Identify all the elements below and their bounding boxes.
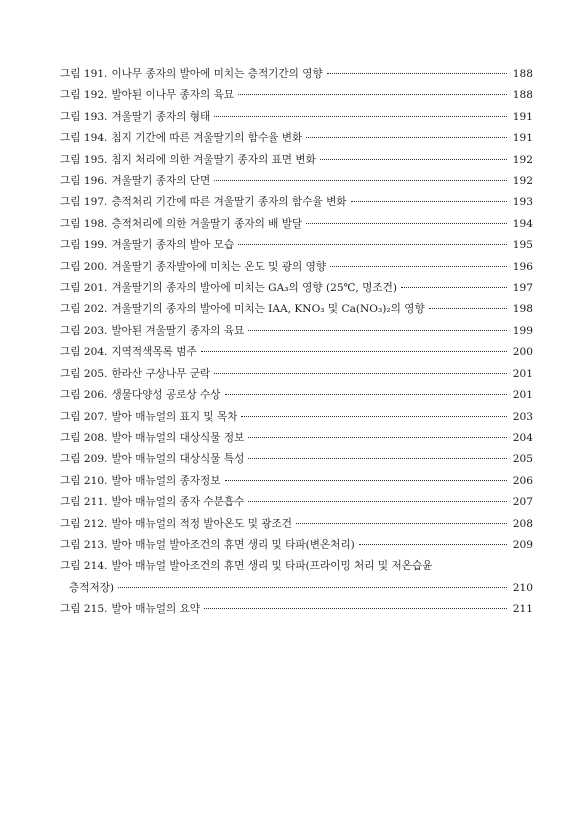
figure-label: 그림 193. <box>60 110 108 123</box>
figure-label: 그림 211. <box>60 496 108 509</box>
figure-title: 발아 매뉴얼의 적정 발아온도 및 광조건 <box>111 517 293 530</box>
toc-entry <box>60 235 533 256</box>
toc-entry <box>60 321 533 342</box>
page-number: 188 <box>512 89 533 102</box>
figure-title: 발아 매뉴얼 발아조건의 휴면 생리 및 타파(프라이밍 처리 및 저온습윤 <box>111 560 433 573</box>
page-number: 192 <box>512 175 533 188</box>
figure-label: 그림 199. <box>60 239 108 252</box>
figure-title: 발아된 겨울딸기 종자의 육묘 <box>111 324 245 337</box>
figure-label: 그림 192. <box>60 89 108 102</box>
figure-label: 그림 201. <box>60 282 108 295</box>
figure-title: 지역적색목록 범주 <box>111 346 197 359</box>
page-number: 200 <box>512 346 533 359</box>
toc-entry <box>60 278 533 299</box>
figure-title: 침지 기간에 따른 겨울딸기의 함수율 변화 <box>111 132 303 145</box>
figure-label: 그림 205. <box>60 367 108 380</box>
figure-label: 그림 207. <box>60 410 108 423</box>
toc-entry <box>60 192 533 213</box>
figure-label: 그림 202. <box>60 303 108 316</box>
toc-entry <box>60 107 533 128</box>
leader-dots <box>238 244 507 245</box>
leader-dots <box>201 351 507 352</box>
figure-title: 발아 매뉴얼의 요약 <box>111 603 201 616</box>
toc-entry <box>60 299 533 320</box>
leader-dots <box>248 437 507 438</box>
toc-entry <box>60 128 533 149</box>
figure-title: 겨울딸기 종자의 발아 모습 <box>111 239 235 252</box>
figure-label: 그림 210. <box>60 474 108 487</box>
figure-label: 그림 208. <box>60 431 108 444</box>
figure-label: 그림 212. <box>60 517 108 530</box>
figure-title: 겨울딸기의 종자의 발아에 미치는 GA₃의 영향 (25℃, 명조건) <box>111 282 398 295</box>
figure-title: 층적처리 기간에 따른 겨울딸기 종자의 함수율 변화 <box>111 196 347 209</box>
toc-entry <box>60 85 533 106</box>
figure-title: 겨울딸기 종자의 형태 <box>111 110 211 123</box>
toc-entry-214 <box>60 556 533 577</box>
page-number: 191 <box>512 132 533 145</box>
page-number: 201 <box>512 367 533 380</box>
toc-entry <box>60 171 533 192</box>
leader-dots <box>241 416 507 417</box>
leader-dots <box>320 159 507 160</box>
figure-label: 그림 215. <box>60 603 108 616</box>
leader-dots <box>306 137 507 138</box>
page-number: 201 <box>512 389 533 402</box>
page-number: 193 <box>512 196 533 209</box>
leader-dots <box>359 544 507 545</box>
leader-dots <box>248 330 507 331</box>
toc-entry <box>60 449 533 470</box>
leader-dots <box>214 373 507 374</box>
figure-label: 그림 195. <box>60 153 108 166</box>
figure-title: 발아 매뉴얼의 대상식물 특성 <box>111 453 245 466</box>
toc-entry <box>60 364 533 385</box>
figure-title: 이나무 종자의 발아에 미치는 층적기간의 영향 <box>111 68 323 80</box>
figure-title: 발아 매뉴얼의 대상식물 정보 <box>111 431 245 444</box>
page-number: 188 <box>512 68 533 80</box>
figure-title: 생물다양성 공로상 수상 <box>111 389 221 402</box>
page-number: 195 <box>512 239 533 252</box>
figure-title: 발아 매뉴얼의 종자정보 <box>111 474 221 487</box>
toc-entry <box>60 257 533 278</box>
leader-dots <box>327 73 507 74</box>
page-number: 210 <box>512 581 533 594</box>
toc-entry <box>60 514 533 535</box>
leader-dots <box>118 587 507 588</box>
figure-title: 겨울딸기의 종자의 발아에 미치는 IAA, KNO₃ 및 Ca(NO₃)₂의 영향 <box>111 303 425 316</box>
toc-entry <box>60 407 533 428</box>
figure-label: 그림 206. <box>60 389 108 402</box>
leader-dots <box>330 266 507 267</box>
page-number: 211 <box>512 603 533 616</box>
figure-label: 그림 198. <box>60 217 108 230</box>
toc-entry <box>60 214 533 235</box>
figure-label: 그림 197. <box>60 196 108 209</box>
figure-title: 겨울딸기 종자발아에 미치는 온도 및 광의 영향 <box>111 260 327 273</box>
page-number: 204 <box>512 431 533 444</box>
leader-dots <box>351 201 507 202</box>
toc-entry <box>60 471 533 492</box>
toc-entry <box>60 150 533 171</box>
page-number: 194 <box>512 217 533 230</box>
leader-dots <box>214 180 507 181</box>
page-number: 192 <box>512 153 533 166</box>
toc-entry <box>60 342 533 363</box>
figure-title: 발아 매뉴얼의 표지 및 목차 <box>111 410 238 423</box>
page-number: 206 <box>512 474 533 487</box>
leader-dots <box>225 480 507 481</box>
leader-dots <box>429 308 507 309</box>
figure-title: 발아된 이나무 종자의 육묘 <box>111 89 235 102</box>
figure-title: 층적처리에 의한 겨울딸기 종자의 배 발달 <box>111 217 303 230</box>
toc-entry <box>60 428 533 449</box>
leader-dots <box>248 501 507 502</box>
toc-entry-215 <box>60 599 533 620</box>
figure-label: 그림 214. <box>60 560 108 573</box>
figure-label: 그림 204. <box>60 346 108 359</box>
figure-label: 그림 213. <box>60 538 108 551</box>
leader-dots <box>248 458 507 459</box>
figure-label: 그림 200. <box>60 260 108 273</box>
page-number: 196 <box>512 260 533 273</box>
page-number: 208 <box>512 517 533 530</box>
leader-dots <box>238 94 507 95</box>
figure-list <box>60 64 533 621</box>
page-number: 197 <box>512 282 533 295</box>
toc-entry <box>60 492 533 513</box>
page-number: 198 <box>512 303 533 316</box>
figure-label: 그림 203. <box>60 324 108 337</box>
page-number: 209 <box>512 538 533 551</box>
toc-entry-214-continuation <box>60 578 533 599</box>
figure-title: 발아 매뉴얼 발아조건의 휴면 생리 및 타파(변온처리) <box>111 538 355 551</box>
figure-title: 침지 처리에 의한 겨울딸기 종자의 표면 변화 <box>111 153 316 166</box>
toc-entry <box>60 385 533 406</box>
figure-label: 그림 209. <box>60 453 108 466</box>
leader-dots <box>296 523 507 524</box>
leader-dots <box>401 287 507 288</box>
leader-dots <box>306 223 507 224</box>
page-number: 207 <box>512 496 533 509</box>
page-number: 205 <box>512 453 533 466</box>
leader-dots <box>225 394 507 395</box>
figure-title-continuation: 층적저장) <box>69 581 115 594</box>
toc-entry <box>60 535 533 556</box>
figure-title: 발아 매뉴얼의 종자 수분흡수 <box>111 496 245 509</box>
figure-label: 그림 191. <box>60 68 108 80</box>
figure-label: 그림 194. <box>60 132 108 145</box>
toc-entry <box>60 64 533 85</box>
figure-title: 겨울딸기 종자의 단면 <box>111 175 211 188</box>
page-number: 203 <box>512 410 533 423</box>
figure-label: 그림 196. <box>60 175 108 188</box>
leader-dots <box>204 608 507 609</box>
figure-title: 한라산 구상나무 군락 <box>111 367 211 380</box>
leader-dots <box>214 116 507 117</box>
page-number: 199 <box>512 324 533 337</box>
page-number: 191 <box>512 110 533 123</box>
